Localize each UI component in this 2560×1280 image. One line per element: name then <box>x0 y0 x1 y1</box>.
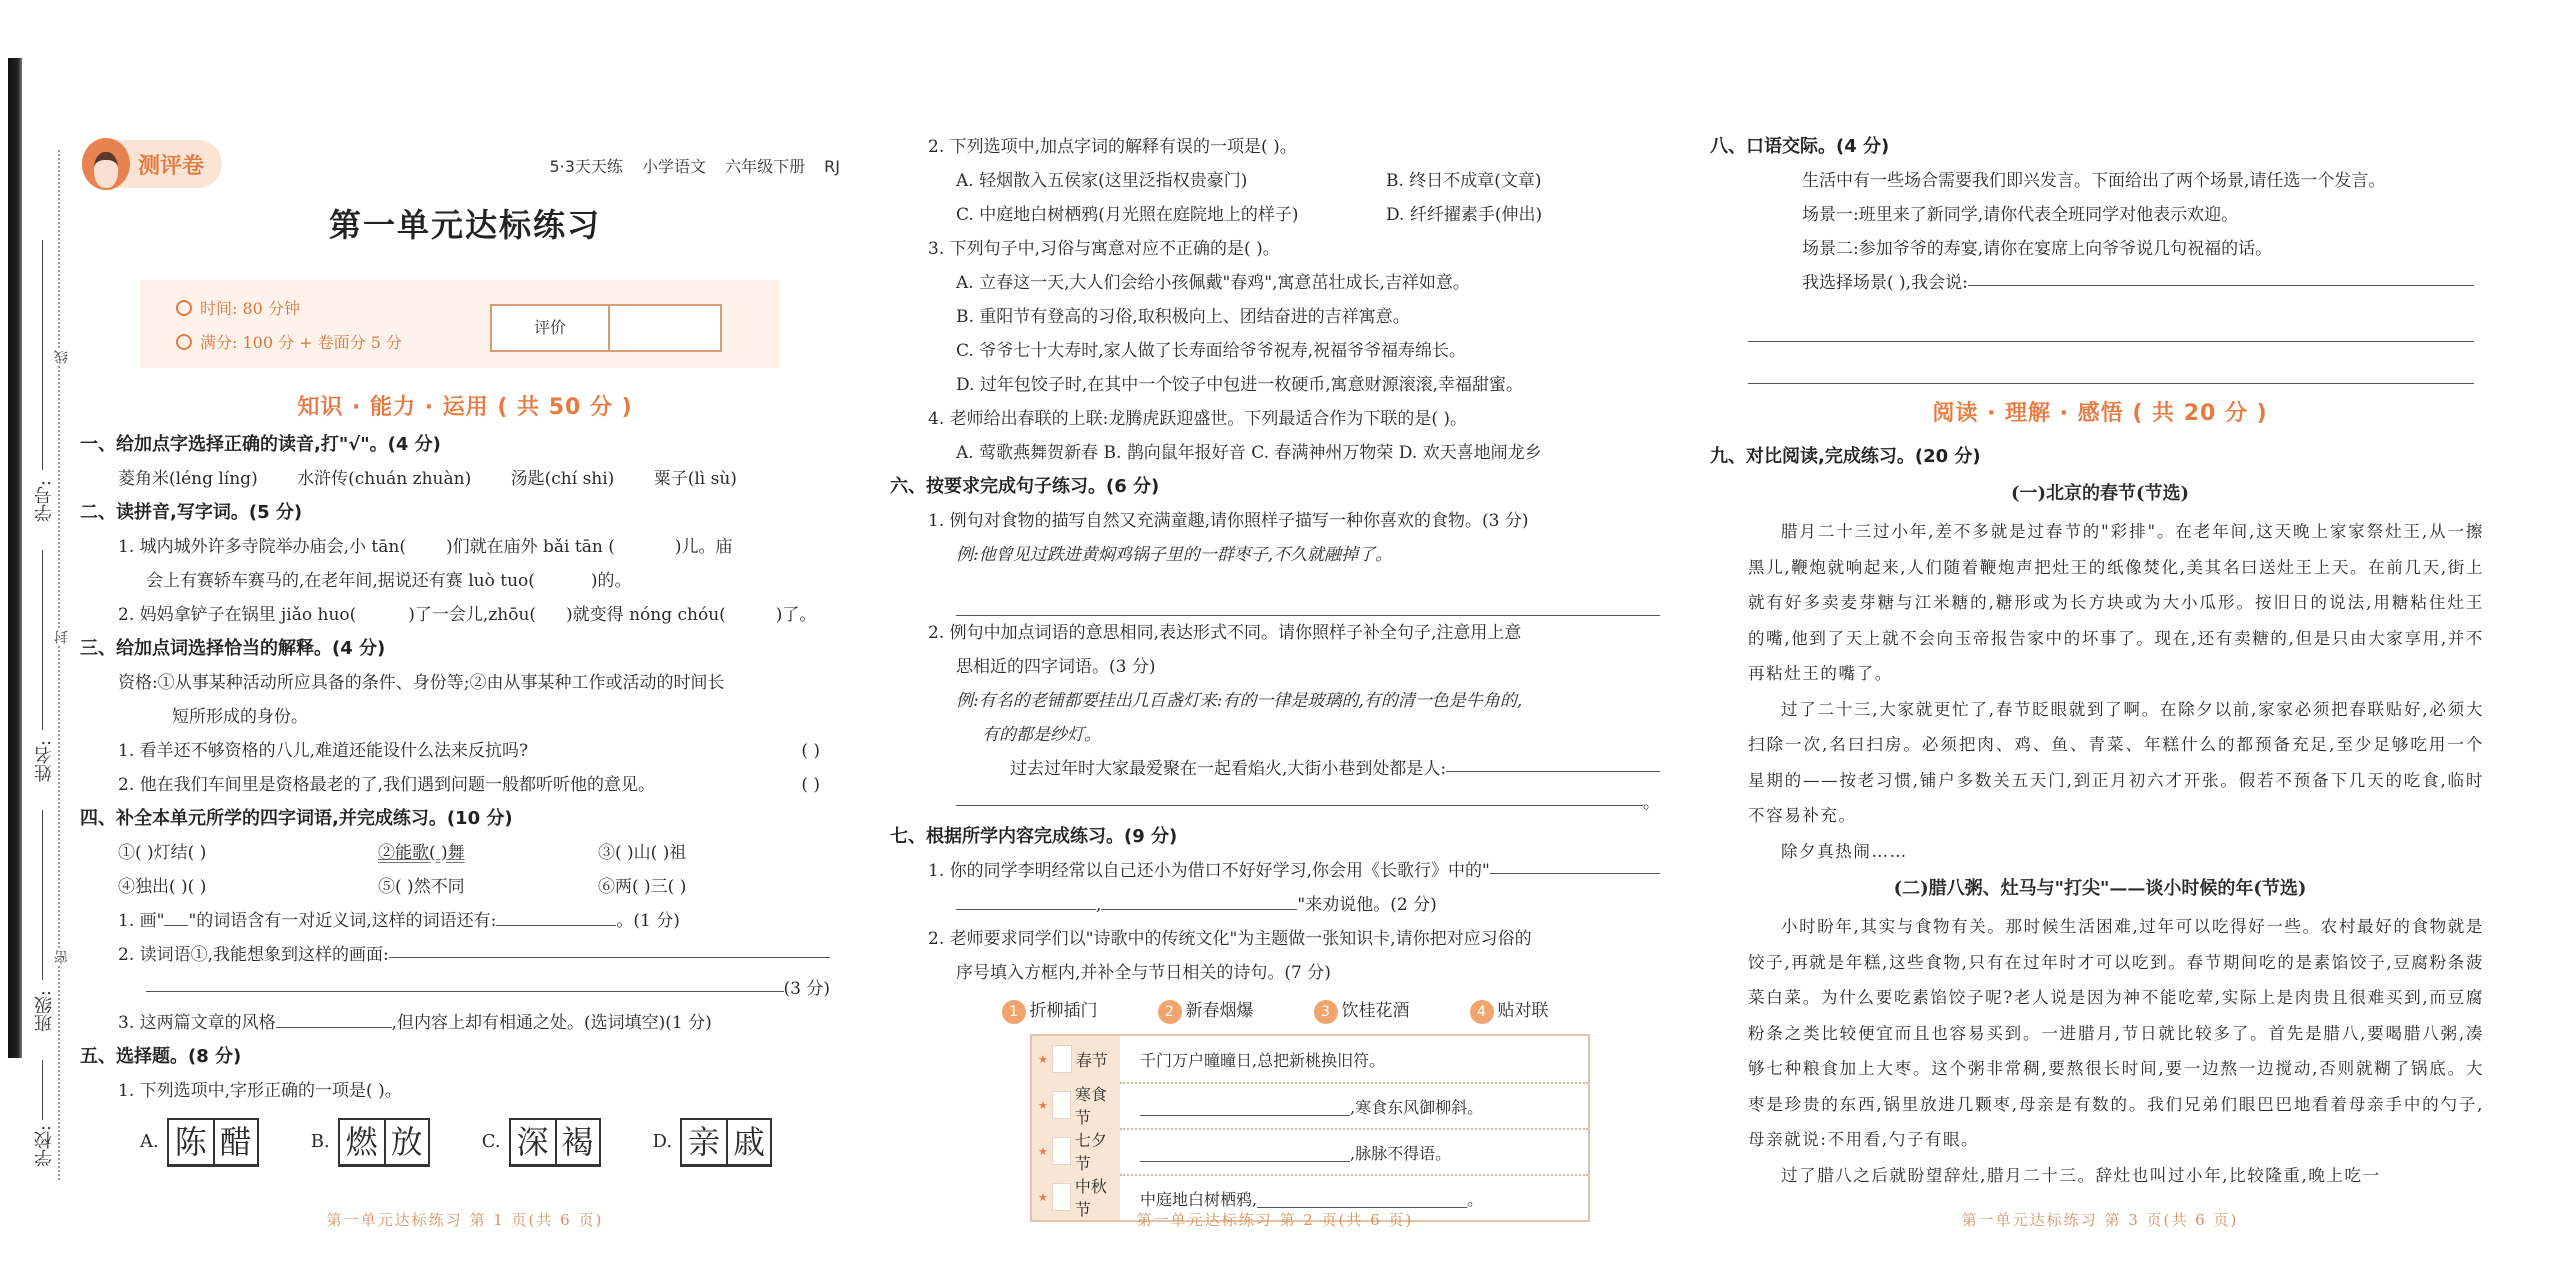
answer-blank[interactable] <box>1748 364 2474 384</box>
poem-text: 。 <box>1467 1189 1484 1209</box>
evaluation-cell[interactable] <box>610 306 720 350</box>
pinyin-item[interactable]: 菱角米(léng líng) <box>118 469 258 489</box>
question-9-heading: 九、对比阅读,完成练习。(20 分) <box>1710 446 1981 467</box>
festival-name: 中秋节 <box>1074 1177 1107 1219</box>
question-4-sub-2-cont <box>80 972 850 1006</box>
char: 戚 <box>726 1120 770 1164</box>
answer-line-wrap <box>1710 342 2490 384</box>
exam-badge <box>82 140 222 188</box>
question-1-heading: 一、给加点字选择正确的读音,打"√"。(4 分) <box>80 434 441 455</box>
question-2-line-3 <box>80 598 850 632</box>
festival-row <box>1032 1128 1588 1174</box>
clock-icon <box>176 300 192 316</box>
poem-text: ,脉脉不得语。 <box>1350 1143 1452 1163</box>
custom-item <box>1002 996 1098 1024</box>
answer-line-wrap <box>890 572 1660 616</box>
answer-blank[interactable] <box>146 972 784 992</box>
question-5-2: 2. 下列选项中,加点字词的解释有误的一项是( )。 <box>928 137 1297 157</box>
example-sentence-cont: 有的都是纱灯。 <box>982 725 1101 745</box>
custom-item <box>1158 996 1254 1024</box>
time-info <box>176 296 300 319</box>
score-text: (3 分) <box>783 979 830 999</box>
poem-blank[interactable] <box>1140 1096 1350 1116</box>
text: 会上有赛轿车赛马的,在老年间,据说还有赛 luò tuo( <box>146 571 535 591</box>
custom-number-box[interactable] <box>1052 1183 1071 1211</box>
text: )的。 <box>590 571 632 591</box>
text: )们就在庙外 bǎi tān ( <box>445 537 615 557</box>
cut-mark-seal: 密 <box>54 950 70 964</box>
cut-mark-line: 线 <box>54 350 70 364</box>
idiom-row-1 <box>80 836 850 870</box>
question-6-sub-2-cont: 思相近的四字词语。(3 分) <box>956 657 1156 677</box>
page-title: 第一单元达标练习 <box>328 206 601 244</box>
page-footer: 第一单元达标练习 第 3 页(共 6 页) <box>1961 1211 2239 1229</box>
text: 1. 城内城外许多寺院举办庙会,小 tān( <box>118 537 406 557</box>
passage-paragraph: 过了二十三,大家就更忙了,春节眨眼就到了啊。在除夕以前,家家必须把春联贴好,必须大扫除一次,名曰扫房。必须把肉、鸡、鱼、青菜、年糕什么的都预备充足,至少足够吃用一个星期的——按老习惯,铺户多数关五天门,到正月初六才开张。假若不预备下几天的吃食,临时不容易补充。 <box>1748 699 2484 825</box>
custom-text: 新春烟爆 <box>1185 1001 1254 1021</box>
poem-text: ,寒食东风御柳斜。 <box>1350 1097 1484 1117</box>
option-a[interactable]: A. 轻烟散入五侯家(这里泛指权贵豪门) <box>956 171 1248 191</box>
number-circle-icon: 2 <box>1158 1000 1182 1024</box>
number-circle-icon: 4 <box>1470 1000 1494 1024</box>
question-2-line-2 <box>80 564 850 598</box>
answer-blank[interactable] <box>956 890 1096 910</box>
idiom-blank[interactable]: ①( )灯结( ) <box>118 843 207 863</box>
question-4-sub-1 <box>80 904 850 938</box>
question-7-sub-1 <box>890 854 1660 888</box>
option-label: C. <box>481 1131 501 1152</box>
text: 我选择场景( ),我会说: <box>1802 273 1968 293</box>
scan-edge <box>8 58 22 1058</box>
field-line <box>42 1060 43 1120</box>
question-3-heading: 三、给加点词选择恰当的解释。(4 分) <box>80 638 386 659</box>
example-sentence: 例:有名的老铺都要挂出几百盏灯来:有的一律是玻璃的,有的清一色是牛角的, <box>956 691 1523 711</box>
char: 褐 <box>555 1120 599 1164</box>
number-circle-icon: 3 <box>1314 1000 1338 1024</box>
text: )了。 <box>775 605 817 625</box>
question-1-items <box>80 462 850 496</box>
field-name: 姓名: <box>34 740 55 783</box>
question-8-heading: 八、口语交际。(4 分) <box>1710 136 1890 157</box>
evaluation-table <box>490 304 722 352</box>
binding-strip <box>22 150 82 1180</box>
option-c[interactable] <box>482 1118 601 1167</box>
text: ,但内容上却有相通之处。(选词填空)(1 分) <box>391 1013 712 1033</box>
field-class: 班级: <box>34 990 55 1033</box>
page-3 <box>1710 130 2490 1230</box>
passage-paragraph: 腊月二十三过小年,差不多就是过春节的"彩排"。在老年间,这天晚上家家祭灶王,从一擦黑儿,鞭炮就响起来,人们随着鞭炮声把灶王的纸像焚化,美其名曰送灶王上天。在前几天,街上就有好多卖麦芽糖与江米糖的,糖形或为长方块或为大小瓜形。按旧日的说法,用糖粘住灶王的嘴,他到了天上就不会向玉帝报告家中的坏事了。现在,还有卖糖的,但是只由大家享用,并不再粘灶王的嘴了。 <box>1748 522 2484 683</box>
question-6-sub-1: 1. 例句对食物的描写自然又充满童趣,请你照样子描写一种你喜欢的食物。(3 分) <box>928 511 1529 531</box>
evaluation-label: 评价 <box>492 306 610 350</box>
option-a[interactable] <box>140 1118 259 1167</box>
answer-blank[interactable] <box>496 906 616 926</box>
idiom-blank[interactable]: ⑤( )然不同 <box>378 877 465 897</box>
custom-text: 贴对联 <box>1497 1001 1549 1021</box>
answer-paren[interactable]: ( ) <box>801 741 820 761</box>
question-6-task <box>890 752 1660 786</box>
passage-paragraph: 除夕真热闹…… <box>1781 841 1908 861</box>
poem-blank[interactable] <box>1257 1188 1467 1208</box>
answer-blank[interactable] <box>389 938 830 958</box>
badge-label: 测评卷 <box>138 154 205 179</box>
pinyin-item[interactable]: 水浒传(chuán zhuàn) <box>297 469 472 489</box>
text: "来劝说他。(2 分) <box>1297 895 1437 915</box>
question-5-sub-1: 1. 下列选项中,字形正确的一项是( )。 <box>118 1081 402 1101</box>
text: 过去过年时大家最爱聚在一起看焰火,大街小巷到处都是人: <box>1010 759 1447 779</box>
page-1 <box>80 130 850 1230</box>
question-7-sub-1-cont: , "来劝说他。(2 分) <box>890 888 1660 922</box>
check-icon <box>176 334 192 350</box>
example-sentence: 例:他曾见过跌进黄焖鸡锅子里的一群枣子,不久就融掉了。 <box>956 545 1393 565</box>
field-line <box>42 550 43 730</box>
answer-blank[interactable] <box>1490 854 1660 874</box>
custom-text: 饮桂花酒 <box>1341 1001 1410 1021</box>
custom-number-box[interactable] <box>1052 1137 1071 1165</box>
festival-table <box>1030 1034 1590 1222</box>
text: )了一会儿,zhōu( <box>408 605 537 625</box>
question-5-2-row-1 <box>890 164 1660 198</box>
text: 1. 画" <box>118 911 165 931</box>
custom-item <box>1470 996 1549 1024</box>
option-label: D. <box>652 1131 673 1152</box>
text: 2. 他在我们车间里是资格最老的了,我们遇到问题一般都听听他的意见。 <box>118 775 656 795</box>
answer-blank[interactable] <box>276 1008 392 1028</box>
answer-blank[interactable] <box>1968 266 2474 286</box>
star-icon: ★ <box>1038 1098 1048 1112</box>
text: )儿。庙 <box>674 537 733 557</box>
option-d[interactable]: D. 过年包饺子时,在其中一个饺子中包进一枚硬币,寓意财源滚滚,幸福甜蜜。 <box>956 375 1524 395</box>
text: 1. 你的同学李明经常以自己还小为借口不好好学习,你会用《长歌行》中的" <box>928 861 1490 881</box>
question-4-heading: 四、补全本单元所学的四字词语,并完成练习。(10 分) <box>80 808 513 829</box>
customs-list <box>890 996 1660 1024</box>
question-5-3: 3. 下列句子中,习俗与寓意对应不正确的是( )。 <box>928 239 1280 259</box>
text: "的词语含有一对近义词,这样的词语还有: <box>188 911 497 931</box>
page-2 <box>890 130 1660 1230</box>
option-c[interactable]: C. 中庭地白树栖鸦(月光照在庭院地上的样子) <box>956 205 1299 225</box>
option-d[interactable] <box>653 1118 773 1167</box>
idiom-row-2 <box>80 870 850 904</box>
question-6-sub-2: 2. 例句中加点词语的意思相同,表达形式不同。请你照样子补全句子,注意用上意 <box>928 623 1522 643</box>
page-footer: 第一单元达标练习 第 2 页(共 6 页) <box>1136 1211 1414 1229</box>
option-b[interactable] <box>311 1118 430 1167</box>
poem-text: 中庭地白树栖鸦, <box>1140 1189 1258 1209</box>
answer-blank[interactable] <box>1101 890 1297 910</box>
question-7-sub-2: 2. 老师要求同学们以"诗歌中的传统文化"为主题做一张知识卡,请你把对应习俗的 <box>928 929 1532 949</box>
pinyin-item[interactable]: 粟子(lì sù) <box>653 469 737 489</box>
char: 陈 <box>174 1123 207 1161</box>
question-2-heading: 二、读拼音,写字词。(5 分) <box>80 502 303 523</box>
festival-name: 春节 <box>1075 1050 1108 1070</box>
char: 放 <box>384 1120 428 1164</box>
idiom-blank[interactable]: ⑥两( )三( ) <box>598 877 687 897</box>
field-line <box>42 810 43 980</box>
star-icon: ★ <box>1038 1052 1048 1066</box>
student-avatar-icon <box>82 138 130 190</box>
pinyin-item[interactable]: 汤匙(chí shi) <box>510 469 615 489</box>
char: 醋 <box>213 1120 257 1164</box>
scene-2: 场景二:参加爷爷的寿宴,请你在宴席上向爷爷说几句祝福的话。 <box>1802 239 2273 259</box>
custom-number-box[interactable] <box>1052 1045 1072 1073</box>
custom-number-box[interactable] <box>1052 1091 1071 1119</box>
answer-line-wrap <box>1710 300 2490 342</box>
question-5-heading: 五、选择题。(8 分) <box>80 1046 242 1067</box>
char: 亲 <box>688 1123 721 1161</box>
answer-blank[interactable] <box>1446 752 1660 772</box>
question-3-sentence-1 <box>80 734 850 768</box>
passage-paragraph: 小时盼年,其实与食物有关。那时候生活困难,过年可以吃得好一些。农村最好的食物就是饺子,再就是年糕,这些食物,只有在过年时才可以吃到。春节期间吃的是素馅饺子,豆腐粉条菠菜白菜。为什么要吃素馅饺子呢?老人说是因为神不能吃荤,实际上是肉贵且很难买到,而豆腐粉条之类比较便宜而且也容易买到。一进腊月,节日就比较多了。首先是腊八,要喝腊八粥,凑够七种粮食加上大枣。这个粥非常稠,要熬很长时间,要一边熬一边搅动,否则就糊了锅底。大枣是珍贵的东西,锅里放进几颗枣,母亲是有数的。我们兄弟们眼巴巴地看着母亲手中的勺子,母亲就说:不用看,勺子有眼。 <box>1748 917 2484 1149</box>
number-circle-icon: 1 <box>1002 1000 1026 1024</box>
field-line <box>42 240 43 470</box>
custom-item <box>1314 996 1410 1024</box>
series-info: 5·3天天练 小学语文 六年级下册 RJ <box>549 157 840 176</box>
question-3-sentence-2 <box>80 768 850 802</box>
idiom-blank[interactable]: ③( )山( )祖 <box>598 843 687 863</box>
answer-line-wrap: 。 <box>890 786 1660 820</box>
option-label: A. <box>140 1131 159 1152</box>
passage-paragraph: 过了腊八之后就盼望辞灶,腊月二十三。辞灶也叫过小年,比较隆重,晚上吃一 <box>1781 1165 2381 1185</box>
question-8-intro: 生活中有一些场合需要我们即兴发言。下面给出了两个场景,请任选一个发言。 <box>1802 171 2386 191</box>
score-info <box>176 330 402 353</box>
option-a[interactable]: A. 立春这一天,大人们会给小孩佩戴"春鸡",寓意茁壮成长,吉祥如意。 <box>956 273 1470 293</box>
poem-text: 千门万户曈曈日,总把新桃换旧符。 <box>1140 1050 1386 1070</box>
passage-2-title: (二)腊八粥、灶马与"打尖"——谈小时候的年(节选) <box>1893 878 2307 899</box>
idiom-blank[interactable]: ④独出( )( ) <box>118 877 207 897</box>
question-7-heading: 七、根据所学内容完成练习。(9 分) <box>890 826 1178 847</box>
question-4-sub-2 <box>80 938 850 972</box>
cut-line <box>58 150 60 1180</box>
definition-line-1: 资格:①从事某种活动所应具备的条件、身份等;②由从事某种工作或活动的时间长 <box>118 673 725 693</box>
festival-row <box>1032 1036 1588 1082</box>
question-6-heading: 六、按要求完成句子练习。(6 分) <box>890 476 1160 497</box>
festival-row <box>1032 1082 1588 1128</box>
time-text: 时间: 80 分钟 <box>200 299 300 318</box>
question-7-sub-2-cont: 序号填入方框内,并补全与节日相关的诗句。(7 分) <box>956 963 1331 983</box>
char: 深 <box>516 1123 549 1161</box>
cut-mark-envelope: 封 <box>54 630 70 644</box>
text: 1. 看羊还不够资格的八儿,难道还能设什么法来反抗吗? <box>118 741 529 761</box>
field-school: 学校: <box>34 1125 55 1168</box>
text: 3. 这两篇文章的风格 <box>118 1013 276 1033</box>
scene-1: 场景一:班里来了新同学,请你代表全班同学对他表示欢迎。 <box>1802 205 2239 225</box>
question-5-2-row-2 <box>890 198 1660 232</box>
page-footer: 第一单元达标练习 第 1 页(共 6 页) <box>326 1211 604 1229</box>
festival-name: 寒食节 <box>1074 1085 1107 1127</box>
poem-blank[interactable] <box>1140 1142 1350 1162</box>
custom-text: 折柳插门 <box>1029 1001 1098 1021</box>
question-4-sub-3 <box>80 1006 850 1040</box>
section-banner-knowledge: 知识 · 能力 · 运用 ( 共 50 分 ) <box>297 395 633 420</box>
answer-blank[interactable] <box>956 596 1660 616</box>
char: 燃 <box>345 1123 378 1161</box>
definition-line-2: 短所形成的身份。 <box>172 707 308 727</box>
option-label: B. <box>310 1131 330 1152</box>
star-icon: ★ <box>1038 1144 1048 1158</box>
scene-choice <box>1710 266 2490 300</box>
answer-paren[interactable]: ( ) <box>801 775 820 795</box>
question-2-line-1 <box>80 530 850 564</box>
text: 2. 读词语①,我能想象到这样的画面: <box>118 945 389 965</box>
option-d[interactable]: D. 纤纤擢素手(伸出) <box>1386 205 1543 225</box>
exam-info-box <box>140 280 780 368</box>
score-text: 满分: 100 分 + 卷面分 5 分 <box>200 333 403 352</box>
answer-blank[interactable] <box>1748 322 2474 342</box>
answer-blank[interactable] <box>956 786 1643 806</box>
idiom-blank[interactable]: ②能歌( )舞 <box>378 843 465 863</box>
text: )就变得 nóng chóu( <box>566 605 726 625</box>
star-icon: ★ <box>1038 1190 1048 1204</box>
question-5-4-options[interactable]: A. 莺歌燕舞贺新春 B. 鹊向鼠年报好音 C. 春满神州万物荣 D. 欢天喜地闹龙乡 <box>956 443 1542 463</box>
field-student-id: 学号: <box>34 480 55 523</box>
text: 2. 妈妈拿铲子在锅里 jiǎo huo( <box>118 605 357 625</box>
option-b[interactable]: B. 终日不成章(文章) <box>1386 171 1542 191</box>
option-c[interactable]: C. 爷爷七十大寿时,家人做了长寿面给爷爷祝寿,祝福爷爷福寿绵长。 <box>956 341 1467 361</box>
option-b[interactable]: B. 重阳节有登高的习俗,取积极向上、团结奋进的吉祥寓意。 <box>956 307 1410 327</box>
passage-1-title: (一)北京的春节(节选) <box>2010 483 2190 504</box>
section-banner-reading: 阅读 · 理解 · 感悟 ( 共 20 分 ) <box>1932 401 2268 426</box>
char-options <box>80 1118 850 1167</box>
question-5-4: 4. 老师给出春联的上联:龙腾虎跃迎盛世。下列最适合作为下联的是( )。 <box>928 409 1468 429</box>
festival-name: 七夕节 <box>1074 1131 1107 1173</box>
text: 。(1 分) <box>616 911 680 931</box>
underline-sample <box>164 906 188 926</box>
